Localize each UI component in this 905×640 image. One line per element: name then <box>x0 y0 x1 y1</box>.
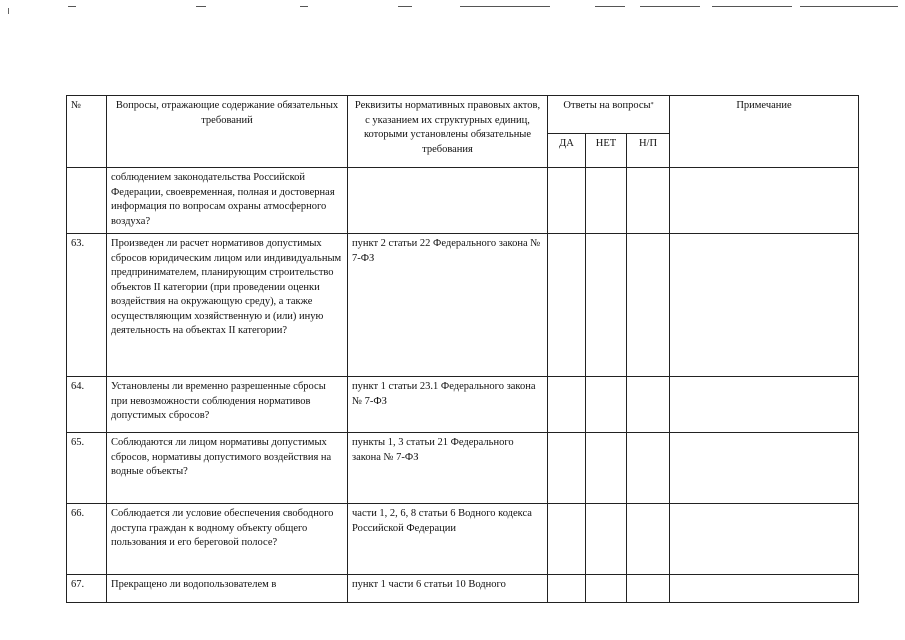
header-answers-label: Ответы на вопросы <box>563 100 651 111</box>
row-question: Произведен ли расчет нормативов допустимых сбросов юридическим лицом или индивидуальным предпринимателем, планирующим строительство объектов II категории (при проведении оценки воздействия на окружающую среду), а также осуществляющим хозяйственную и (или) иную деятельность на объектах II категории? <box>107 234 348 377</box>
answer-na-cell[interactable] <box>627 504 670 575</box>
table-row <box>67 234 859 377</box>
row-number <box>67 168 107 234</box>
row-requisites <box>348 168 548 234</box>
table-row <box>67 504 859 575</box>
table-row <box>67 433 859 504</box>
table-row <box>67 168 859 234</box>
answer-na-cell[interactable] <box>627 234 670 377</box>
row-number: 63. <box>67 234 107 377</box>
row-requisites: пункт 1 статьи 23.1 Федерального закона № 7-ФЗ <box>348 377 548 433</box>
answer-no-cell[interactable] <box>586 168 627 234</box>
table-row <box>67 377 859 433</box>
row-number: 65. <box>67 433 107 504</box>
scan-artifact-line <box>196 6 206 7</box>
row-requisites: пункт 1 части 6 статьи 10 Водного <box>348 575 548 603</box>
footnote-mark: * <box>650 102 654 108</box>
note-cell[interactable] <box>670 234 859 377</box>
row-question: соблюдением законодательства Российской Федерации, своевременная, полная и достоверная информация по вопросам охраны атмосферного воздуха? <box>107 168 348 234</box>
answer-na-cell[interactable] <box>627 377 670 433</box>
answer-na-cell[interactable] <box>627 433 670 504</box>
answer-no-cell[interactable] <box>586 234 627 377</box>
row-requisites: части 1, 2, 6, 8 статьи 6 Водного кодекса Российской Федерации <box>348 504 548 575</box>
answer-na-cell[interactable] <box>627 168 670 234</box>
note-cell[interactable] <box>670 377 859 433</box>
header-no: НЕТ <box>586 134 627 168</box>
answer-no-cell[interactable] <box>586 504 627 575</box>
note-cell[interactable] <box>670 433 859 504</box>
scan-artifact-line <box>595 6 625 7</box>
note-cell[interactable] <box>670 168 859 234</box>
answer-yes-cell[interactable] <box>548 377 586 433</box>
answer-no-cell[interactable] <box>586 433 627 504</box>
scan-artifact-line <box>398 6 412 7</box>
row-question: Соблюдаются ли лицом нормативы допустимых сбросов, нормативы допустимого воздействия на водные объекты? <box>107 433 348 504</box>
scan-mark <box>8 8 9 14</box>
scan-artifact-line <box>68 6 76 7</box>
scan-artifact-line <box>460 6 550 7</box>
scan-artifact-line <box>640 6 700 7</box>
row-question: Прекращено ли водопользователем в <box>107 575 348 603</box>
scan-artifact-line <box>712 6 792 7</box>
header-note: Примечание <box>670 96 859 168</box>
row-requisites: пункт 2 статьи 22 Федерального закона № 7-ФЗ <box>348 234 548 377</box>
answer-yes-cell[interactable] <box>548 433 586 504</box>
table-row <box>67 575 859 603</box>
header-yes: ДА <box>548 134 586 168</box>
scan-artifact-line <box>800 6 898 7</box>
row-number: 64. <box>67 377 107 433</box>
answer-yes-cell[interactable] <box>548 575 586 603</box>
answer-no-cell[interactable] <box>586 575 627 603</box>
row-number: 66. <box>67 504 107 575</box>
header-requisites: Реквизиты нормативных правовых актов, с указанием их структурных единиц, которыми установлены обязательные требования <box>348 96 548 168</box>
answer-yes-cell[interactable] <box>548 504 586 575</box>
answer-yes-cell[interactable] <box>548 234 586 377</box>
header-na: Н/П <box>627 134 670 168</box>
answer-yes-cell[interactable] <box>548 168 586 234</box>
answer-no-cell[interactable] <box>586 377 627 433</box>
checklist-table <box>66 95 859 603</box>
header-answers <box>548 96 670 134</box>
scan-artifact-line <box>300 6 308 7</box>
note-cell[interactable] <box>670 575 859 603</box>
row-question: Установлены ли временно разрешенные сбросы при невозможности соблюдения нормативов допустимых сбросов? <box>107 377 348 433</box>
header-number: № <box>67 96 107 168</box>
answer-na-cell[interactable] <box>627 575 670 603</box>
row-requisites: пункты 1, 3 статьи 21 Федерального закона № 7-ФЗ <box>348 433 548 504</box>
header-question: Вопросы, отражающие содержание обязательных требований <box>107 96 348 168</box>
note-cell[interactable] <box>670 504 859 575</box>
row-number: 67. <box>67 575 107 603</box>
row-question: Соблюдается ли условие обеспечения свободного доступа граждан к водному объекту общего пользования и его береговой полосе? <box>107 504 348 575</box>
